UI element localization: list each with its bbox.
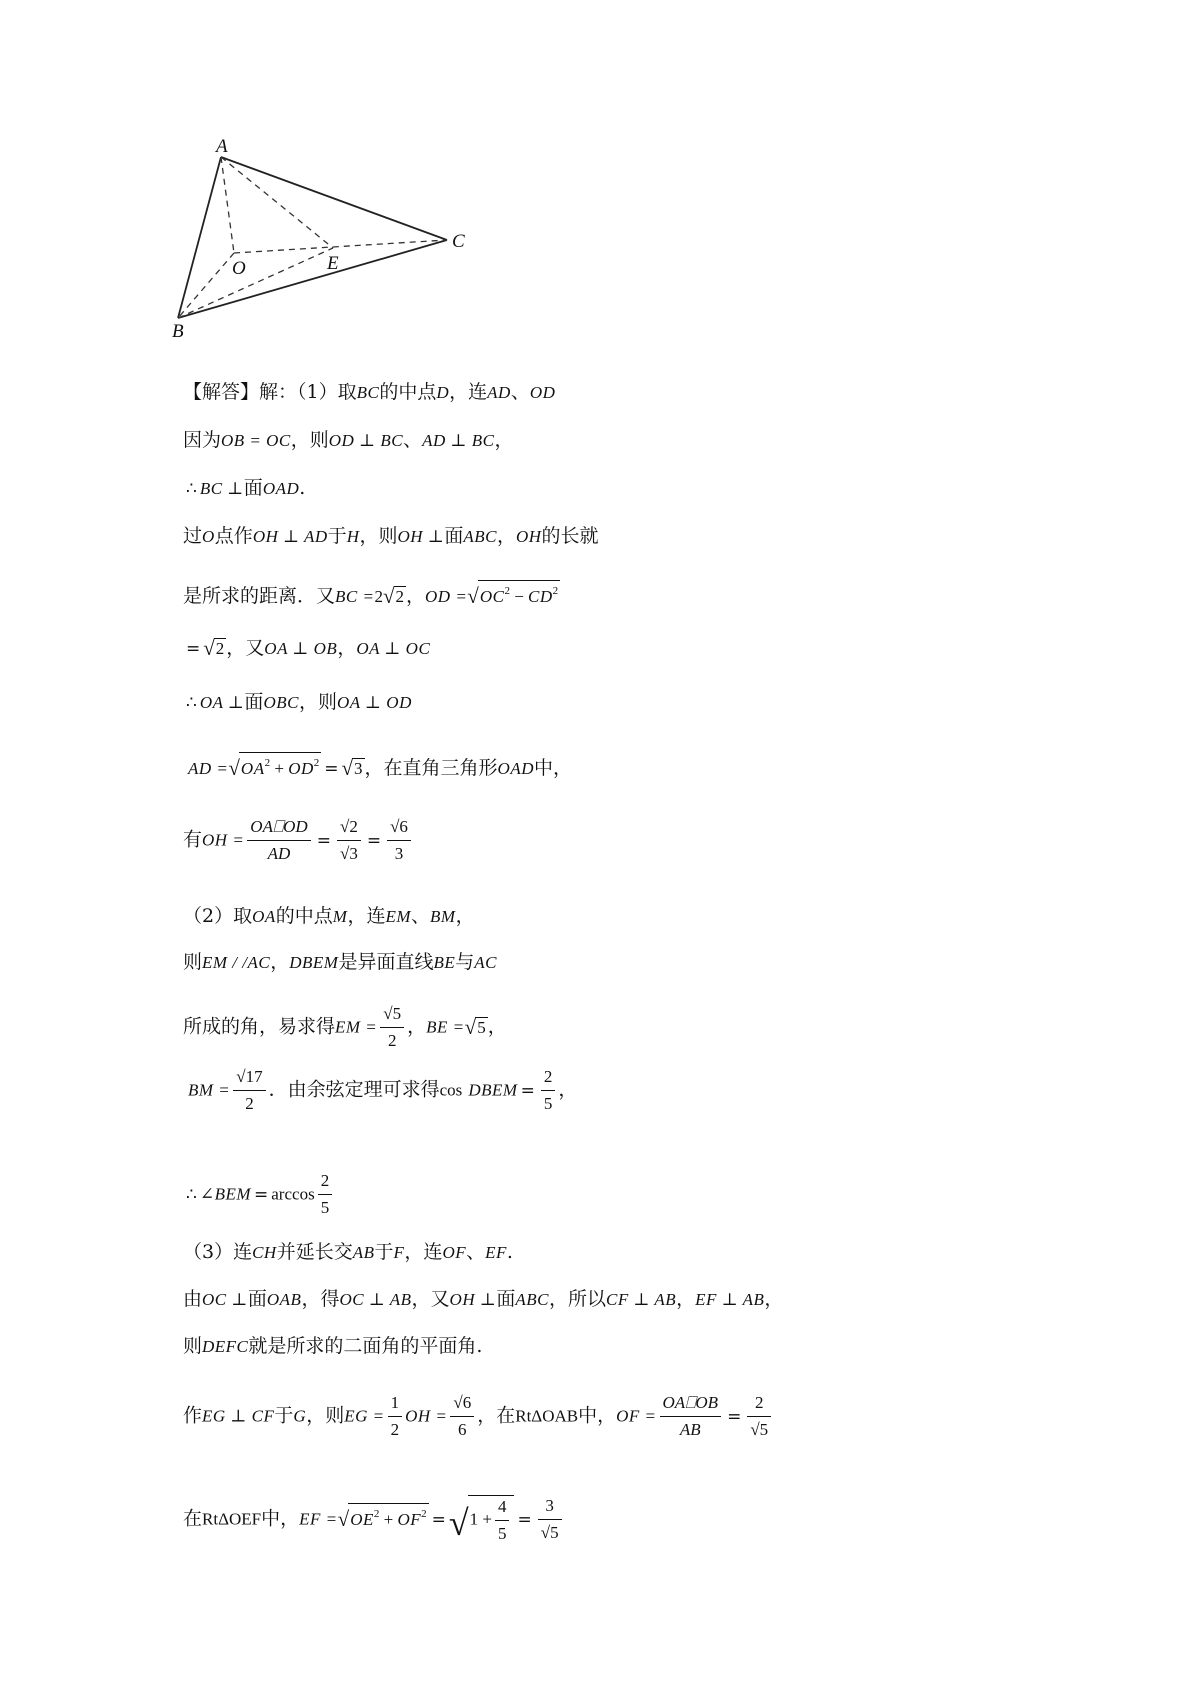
line-12: 所成的角，易求得EM = $\frac{√5}{2}$ ，BE =√5 ，: [183, 1004, 507, 1050]
tetrahedron-figure: [170, 130, 500, 360]
label-E: E: [327, 253, 339, 274]
label-C: C: [452, 231, 465, 252]
line-3: ∴ BC ⊥面OAD.: [186, 477, 306, 499]
line-2: 因为OB = OC，则OD ⊥ BC、AD ⊥ BC，: [183, 429, 514, 451]
line-4: 过O点作OH ⊥ AD于H，则OH ⊥面ABC，OH的长就: [183, 525, 599, 547]
answer-tag: 【解答】: [183, 381, 260, 403]
line-7: ∴ OA ⊥面OBC，则OA ⊥ OD: [186, 691, 412, 713]
edge-OC: [234, 240, 447, 253]
line-18: 作EG ⊥ CF于G，则EG = $\frac{1}{2}$ OH = $\frac{√6}{6}$ ，在RtΔOAB中，OF = $\frac{OA⎕OB}{AB}$ = $\frac{2}{√5}$: [183, 1392, 774, 1441]
edge-AB: [178, 157, 221, 318]
line-6: = √2 ，又OA ⊥ OB，OA ⊥ OC: [186, 636, 431, 660]
line-14: ∴ ∠BEM = arccos $\frac{2}{5}$: [183, 1170, 335, 1219]
edge-AE: [221, 157, 333, 248]
line-8: AD $=√OA^2 + OD^2 = √3$ ，在直角三角形OAD中，: [188, 752, 572, 781]
edge-AC: [221, 157, 447, 240]
line-1: 【解答】解：（1）取BC的中点D，连AD、OD: [183, 381, 556, 403]
label-B: B: [172, 321, 184, 342]
line-17: 则DEFC就是所求的二面角的平面角.: [183, 1335, 483, 1357]
line-15: （3）连CH并延长交AB于F，连OF、EF.: [183, 1241, 513, 1263]
line-16: 由OC ⊥面OAB，得OC ⊥ AB，又OH ⊥面ABC，所以CF ⊥ AB，EF ⊥ AB，: [183, 1288, 784, 1310]
line-5: 是所求的距离．又BC =2√2 ，OD $=√OC^2 - CD^2$: [183, 580, 560, 609]
label-A: A: [216, 136, 228, 157]
line-19: 在RtΔOEF中，EF $=√OE^2 + OF^2 =√1$ + $\frac{4}{5}$ = $\frac{3}{√5}$: [183, 1495, 565, 1545]
line-13: BM = $\frac{√17}{2}$ ．由余弦定理可求得cos DBEM = $\frac{2}{5}$ ，: [188, 1067, 578, 1113]
line-9: 有OH = $\frac{OA⎕OD}{AD}$ = $\frac{√2}{√3}$ = $\frac{√6}{3}$: [183, 816, 414, 865]
line-10: （2）取OA的中点M，连EM、BM，: [183, 905, 475, 927]
line-11: 则EM / /AC，DBEM是异面直线BE与AC: [183, 951, 498, 973]
edge-BE: [178, 248, 333, 318]
edge-AO: [221, 157, 234, 253]
edge-BC: [178, 240, 447, 318]
label-O: O: [232, 258, 246, 279]
